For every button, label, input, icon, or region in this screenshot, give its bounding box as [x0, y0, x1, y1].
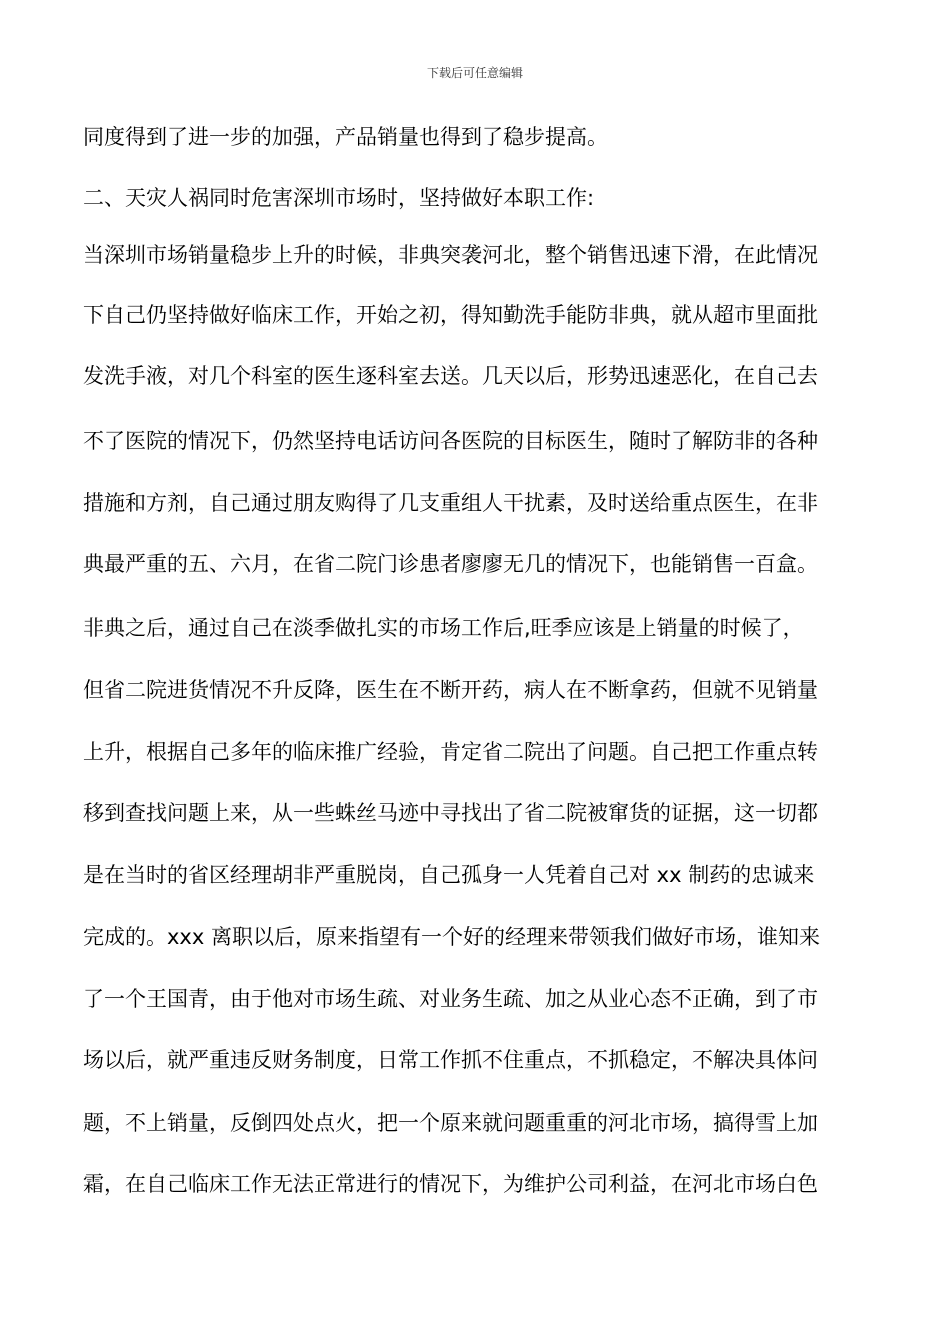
text-line: 非典之后，通过自己在淡季做扎实的市场工作后,旺季应该是上销量的时候了，: [83, 616, 804, 640]
text-line: 发洗手液，对几个科室的医生逐科室去送。几天以后，形势迅速恶化，在自己去: [83, 364, 818, 388]
text-line: 不了医院的情况下，仍然坚持电话访问各医院的目标医生，随时了解防非的各种: [83, 429, 818, 453]
text-line: 典最严重的五、六月，在省二院门诊患者廖廖无几的情况下，也能销售一百盒。: [83, 552, 818, 576]
text-line: 题，不上销量，反倒四处点火，把一个原来就问题重重的河北市场，搞得雪上加: [83, 1111, 818, 1135]
text-line: 下自己仍坚持做好临床工作，开始之初，得知勤洗手能防非典，就从超市里面批: [83, 303, 818, 327]
text-line: 上升，根据自己多年的临床推广经验，肯定省二院出了问题。自己把工作重点转: [83, 740, 818, 764]
text-line: 霜，在自己临床工作无法正常进行的情况下，为维护公司利益，在河北市场白色: [83, 1172, 818, 1196]
text-line: 场以后，就严重违反财务制度，日常工作抓不住重点，不抓稳定，不解决具体问: [83, 1048, 818, 1072]
text-line: 措施和方剂，自己通过朋友购得了几支重组人干扰素，及时送给重点医生，在非: [83, 491, 818, 515]
text-line: 完成的。xxx 离职以后，原来指望有一个好的经理来带领我们做好市场，谁知来: [83, 925, 820, 949]
text-line: 同度得到了进一步的加强，产品销量也得到了稳步提高。: [83, 125, 608, 149]
text-line: 当深圳市场销量稳步上升的时候，非典突袭河北，整个销售迅速下滑，在此情况: [83, 243, 818, 267]
text-line: 了一个王国青，由于他对市场生疏、对业务生疏、加之从业心态不正确，到了市: [83, 987, 818, 1011]
page-header: 下载后可任意编辑: [426, 66, 523, 80]
text-line: 但省二院进货情况不升反降，医生在不断开药，病人在不断拿药，但就不见销量: [83, 678, 818, 702]
text-line: 二、天灾人祸同时危害深圳市场时，坚持做好本职工作:: [83, 186, 595, 210]
text-line: 是在当时的省区经理胡非严重脱岗，自己孤身一人凭着自己对 xx 制药的忠诚来: [83, 863, 815, 887]
text-line: 移到查找问题上来，从一些蛛丝马迹中寻找出了省二院被窜货的证据，这一切都: [83, 801, 818, 825]
